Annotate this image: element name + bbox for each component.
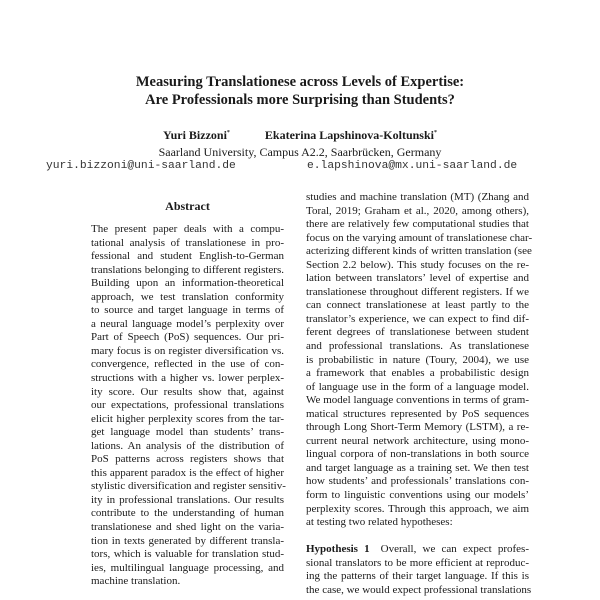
hypothesis-text: Overall, we can expect profes- bbox=[380, 543, 529, 556]
text-line: get language model than students’ trans- bbox=[91, 426, 284, 439]
text-line: ity score. Our results show that, against bbox=[91, 385, 284, 398]
text-line: perplexity scores. Through this approach, we aim bbox=[306, 502, 529, 515]
text-line: this apparent paradox is the effect of higher bbox=[91, 466, 284, 479]
text-line: a neural language model’s perplexity over bbox=[91, 317, 284, 330]
text-line: lingual corpora of non-translations in both source bbox=[306, 448, 529, 461]
text-line: there are relatively few computational studies that bbox=[306, 218, 529, 231]
text-line: machine translation. bbox=[91, 575, 181, 588]
text-line: contribute to the understanding of human bbox=[91, 507, 284, 520]
abstract-heading: Abstract bbox=[165, 199, 210, 213]
paper-title-line-1: Measuring Translationese across Levels of Expertise: bbox=[135, 74, 465, 90]
text-line: stylistic diversification and register sensitiv- bbox=[91, 480, 286, 493]
author-2: Ekaterina Lapshinova-Koltunski* bbox=[264, 128, 437, 142]
text-line: is probabilistic in nature (Toury, 2004), we use bbox=[306, 353, 529, 366]
hypothesis-label: Hypothesis 1 bbox=[306, 543, 370, 556]
text-line: Toral, 2019; Graham et al., 2020, among others), bbox=[306, 204, 529, 217]
text-line: can connect translationese at least partly to the bbox=[306, 299, 529, 312]
text-line: ing the patterns of their target language. If this is bbox=[306, 570, 529, 583]
text-line: current neural network architecture, using mono- bbox=[306, 434, 529, 447]
text-line: fessional and student English-to-German bbox=[91, 250, 284, 263]
text-line: elicit higher perplexity scores from the tar- bbox=[91, 412, 284, 425]
text-line: structions with a higher vs. lower perplex- bbox=[91, 372, 284, 385]
text-line: We model language conventions in terms of gram- bbox=[306, 394, 529, 407]
text-line: lation between translators’ level of expertise and bbox=[306, 272, 529, 285]
text-line: and target language as a training set. We then test bbox=[306, 461, 529, 474]
text-line: ferent degrees of translationese between student bbox=[306, 326, 529, 339]
text-line: ies, multilingual language processing, and bbox=[91, 561, 284, 574]
text-line: Building upon an information-theoretical bbox=[91, 277, 284, 290]
text-line: Part of Speech (PoS) sequences. Our pri- bbox=[91, 331, 284, 344]
text-line: tion in texts generated by different transla- bbox=[91, 534, 284, 547]
text-line: through Long Short-Term Memory (LSTM), a re- bbox=[306, 421, 529, 434]
text-line: translator’s experience, we can expect to find dif- bbox=[306, 312, 529, 325]
text-line: translationese throughout different registers. If we bbox=[306, 285, 529, 298]
text-line: convergence, reflected in the use of con- bbox=[91, 358, 284, 371]
text-line: translations belonging to different registers. bbox=[91, 263, 284, 276]
text-line: form to linguistic conventions using our models’ bbox=[306, 489, 529, 502]
text-line: Section 2.2 below). This study focuses on the re- bbox=[306, 258, 529, 271]
text-line: tational analysis of translationese in pro- bbox=[91, 236, 284, 249]
text-line: ity in professional translations. Our results bbox=[91, 493, 284, 506]
text-line: The present paper deals with a compu- bbox=[91, 223, 284, 235]
text-line: lations. An analysis of the distribution of bbox=[91, 439, 284, 452]
text-line: to source and target language in terms of bbox=[91, 304, 284, 317]
text-line: sional translators to be more efficient at reproduc- bbox=[306, 556, 529, 569]
intro-body bbox=[306, 191, 533, 597]
text-line: tors, which is valuable for translation stud- bbox=[91, 548, 284, 561]
text-line bbox=[306, 543, 529, 557]
text-line: studies and machine translation (MT) (Zhang and bbox=[306, 191, 529, 203]
text-line: and professional translations. As translationese bbox=[306, 340, 529, 353]
text-line: approach, we test translation conformity bbox=[91, 290, 284, 303]
text-line: a framework that enables a probabilistic design bbox=[306, 367, 529, 380]
text-line: translationese and shed light on the varia- bbox=[91, 521, 284, 534]
paragraph-gap bbox=[306, 530, 529, 544]
text-line: focus on the varying amount of translationese char- bbox=[306, 231, 533, 244]
paper-title-line-2: Are Professionals more Surprising than Students? bbox=[145, 92, 455, 108]
text-line: mary focus is on register diversification vs. bbox=[91, 344, 284, 357]
text-line: the case, we would expect professional translations bbox=[306, 583, 532, 596]
text-line: matical structures represented by PoS sequences bbox=[306, 407, 529, 420]
abstract-body bbox=[91, 223, 284, 589]
email-1[interactable]: yuri.bizzoni@uni-saarland.de bbox=[46, 160, 236, 172]
text-line: our expectations, professional translations bbox=[91, 399, 284, 412]
email-2[interactable]: e.lapshinova@mx.uni-saarland.de bbox=[307, 160, 518, 172]
author-1: Yuri Bizzoni* bbox=[163, 128, 230, 142]
text-line: at testing two related hypotheses: bbox=[306, 516, 453, 529]
text-line: acterizing different kinds of written translation (see bbox=[306, 245, 532, 258]
text-line: how students’ and professionals’ translations con- bbox=[306, 475, 529, 488]
text-line: PoS patterns across registers shows that bbox=[91, 453, 284, 466]
affiliation: Saarland University, Campus A2.2, Saarbrücken, Germany bbox=[158, 145, 442, 159]
authors bbox=[0, 128, 600, 143]
text-line: of language use in the form of a language model. bbox=[306, 380, 529, 393]
